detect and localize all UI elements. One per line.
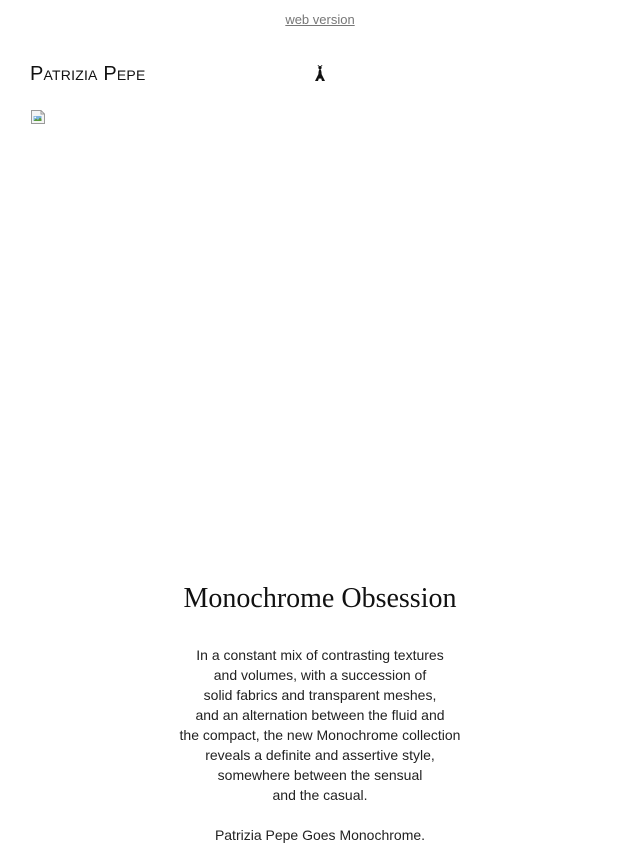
tagline: Patrizia Pepe Goes Monochrome. (214, 827, 426, 843)
body-line: solid fabrics and transparent meshes, (203, 687, 437, 703)
body-line: and volumes, with a succession of (213, 667, 427, 683)
broken-image-icon (30, 109, 46, 125)
body-line: In a constant mix of contrasting textures (196, 647, 444, 663)
brand-logo[interactable]: Patrizia Pepe (30, 63, 146, 85)
fly-icon (312, 65, 328, 83)
body-copy (0, 645, 640, 805)
body-line: and the casual. (272, 787, 368, 803)
body-line: reveals a definite and assertive style, (205, 747, 435, 763)
body-line: and an alternation between the fluid and (195, 707, 445, 723)
body-line: the compact, the new Monochrome collection (179, 727, 461, 743)
top-link-bar (0, 11, 640, 29)
hero-image[interactable] (30, 109, 610, 549)
headline: Monochrome Obsession (183, 583, 457, 614)
body-line: somewhere between the sensual (217, 767, 423, 783)
web-version-link[interactable]: web version (285, 12, 355, 27)
